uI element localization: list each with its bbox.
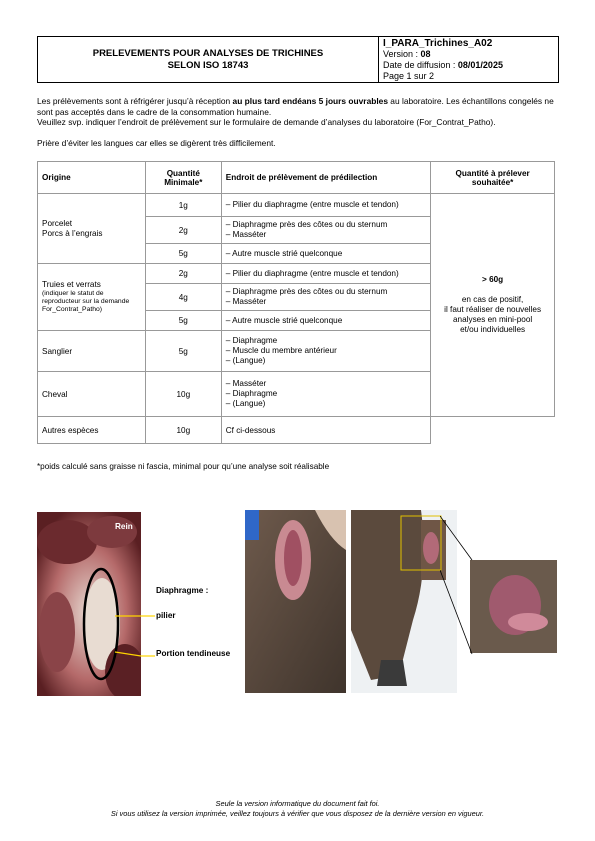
table-row bbox=[38, 417, 555, 444]
site-item: – Pilier du diaphragme (entre muscle et tendon) bbox=[226, 269, 426, 279]
site-item: – (Langue) bbox=[226, 356, 426, 366]
footer-line-2: Si vous utilisez la version imprimée, veillez toujours à vérifier que vous disposez de la dernière version en vigueur. bbox=[110, 809, 485, 818]
origin-truies bbox=[38, 264, 146, 331]
origin-porcelet bbox=[38, 194, 146, 264]
intro-paragraph-2: Veuillez svp. indiquer l’endroit de prélèvement sur le formulaire de demande d’analyses du laboratoire (For_Contrat_Patho). bbox=[37, 117, 496, 127]
header-quantite: Quantité Minimale* bbox=[145, 162, 221, 194]
qty-cell: 10g bbox=[145, 372, 221, 417]
qty-cell: 2g bbox=[145, 217, 221, 244]
site-item: – Masséter bbox=[226, 230, 426, 240]
title-line-2: SELON ISO 18743 bbox=[167, 59, 249, 71]
intro-p1-b: au laboratoire. Les échantillons congelés ne sont pas acceptés dans le cadre de la consommation humaine. bbox=[37, 96, 554, 117]
aggregate-line-4: et/ou individuelles bbox=[460, 325, 526, 334]
qty-cell: 4g bbox=[145, 284, 221, 311]
intro-paragraph-1 bbox=[37, 96, 559, 117]
qty-cell: 2g bbox=[145, 264, 221, 284]
site-cell bbox=[221, 194, 430, 217]
footer-line-1: Seule la version informatique du document fait foi. bbox=[215, 799, 380, 808]
header-souhaitee: Quantité à prélever souhaitée* bbox=[431, 162, 555, 194]
head-photo bbox=[245, 510, 346, 693]
zoom-connector bbox=[440, 516, 480, 656]
qty-cell: 5g bbox=[145, 331, 221, 372]
truies-label: Truies et verrats bbox=[42, 280, 101, 289]
site-item: – Pilier du diaphragme (entre muscle et tendon) bbox=[226, 200, 426, 210]
porcelet-label: Porcelet bbox=[42, 218, 73, 228]
version-label: Version : bbox=[383, 49, 419, 59]
porcs-engrais-label: Porcs à l’engrais bbox=[42, 228, 103, 238]
site-cell bbox=[221, 311, 430, 331]
origin-cheval: Cheval bbox=[38, 372, 146, 417]
dissection-photo bbox=[37, 512, 141, 696]
intro-p1-bold: au plus tard endéans 5 jours ouvrables bbox=[232, 96, 388, 106]
site-item: – (Langue) bbox=[226, 399, 426, 409]
table-row bbox=[38, 194, 555, 217]
aggregate-cell bbox=[431, 194, 555, 417]
site-item: – Autre muscle strié quelconque bbox=[226, 316, 426, 326]
qty-cell: 5g bbox=[145, 311, 221, 331]
aggregate-line-2: il faut réaliser de nouvelles bbox=[444, 305, 542, 314]
weight-footnote: *poids calculé sans graisse ni fascia, minimal pour qu’une analyse soit réalisable bbox=[37, 462, 330, 471]
site-item: – Diaphragme bbox=[226, 336, 426, 346]
header-origine: Origine bbox=[38, 162, 146, 194]
label-diaphragme: Diaphragme : bbox=[156, 586, 209, 595]
table-header-row bbox=[38, 162, 555, 194]
dissection-image bbox=[37, 512, 141, 696]
aggregate-line-1: en cas de positif, bbox=[461, 295, 524, 304]
document-header bbox=[37, 36, 559, 83]
site-item: – Muscle du membre antérieur bbox=[226, 346, 426, 356]
tongue-note: Prière d’éviter les langues car elles se digèrent très difficilement. bbox=[37, 138, 276, 148]
site-cell bbox=[221, 284, 430, 311]
site-cell: Cf ci-dessous bbox=[221, 417, 430, 444]
qty-cell: 1g bbox=[145, 194, 221, 217]
title-line-1: PRELEVEMENTS POUR ANALYSES DE TRICHINES bbox=[92, 47, 324, 59]
label-portion-tendineuse: Portion tendineuse bbox=[156, 649, 231, 658]
label-pilier: pilier bbox=[156, 611, 176, 620]
page-number: Page 1 sur 2 bbox=[383, 71, 435, 81]
site-item: – Autre muscle strié quelconque bbox=[226, 249, 426, 259]
aggregate-main: > 60g bbox=[482, 275, 504, 284]
date-label: Date de diffusion : bbox=[383, 60, 456, 70]
document-code: I_PARA_Trichines_A02 bbox=[383, 38, 493, 49]
zoom-photo bbox=[470, 560, 557, 653]
document-footer bbox=[0, 799, 595, 819]
qty-cell: 5g bbox=[145, 244, 221, 264]
intro-text bbox=[37, 96, 559, 128]
site-item: – Diaphragme près des côtes ou du sternum bbox=[226, 220, 426, 230]
document-meta bbox=[379, 37, 558, 82]
site-cell bbox=[221, 217, 430, 244]
site-item: – Diaphragme près des côtes ou du sternum bbox=[226, 287, 426, 297]
qty-cell: 10g bbox=[145, 417, 221, 444]
zoom-image bbox=[470, 560, 557, 653]
date-value: 08/01/2025 bbox=[457, 60, 503, 70]
label-rein: Rein bbox=[115, 522, 133, 531]
truies-note: (indiquer le statut de reproducteur sur la demande For_Contrat_Patho) bbox=[42, 290, 130, 313]
site-cell bbox=[221, 244, 430, 264]
version-value: 08 bbox=[420, 49, 431, 59]
document-title bbox=[38, 37, 379, 82]
site-cell bbox=[221, 372, 430, 417]
aggregate-line-3: analyses en mini-pool bbox=[453, 315, 533, 324]
site-item: – Diaphragme bbox=[226, 389, 426, 399]
header-endroit: Endroit de prélèvement de prédilection bbox=[221, 162, 430, 194]
origin-sanglier: Sanglier bbox=[38, 331, 146, 372]
site-cell bbox=[221, 331, 430, 372]
sampling-table bbox=[37, 161, 555, 444]
intro-p1-a: Les prélèvements sont à réfrigérer jusqu’à réception bbox=[37, 96, 233, 106]
connector-lines bbox=[141, 610, 157, 658]
site-item: – Masséter bbox=[226, 379, 426, 389]
site-cell bbox=[221, 264, 430, 284]
version-line bbox=[383, 49, 554, 60]
head-image bbox=[245, 510, 346, 693]
origin-autres: Autres espèces bbox=[38, 417, 146, 444]
site-item: – Masséter bbox=[226, 297, 426, 307]
date-line bbox=[383, 60, 554, 71]
